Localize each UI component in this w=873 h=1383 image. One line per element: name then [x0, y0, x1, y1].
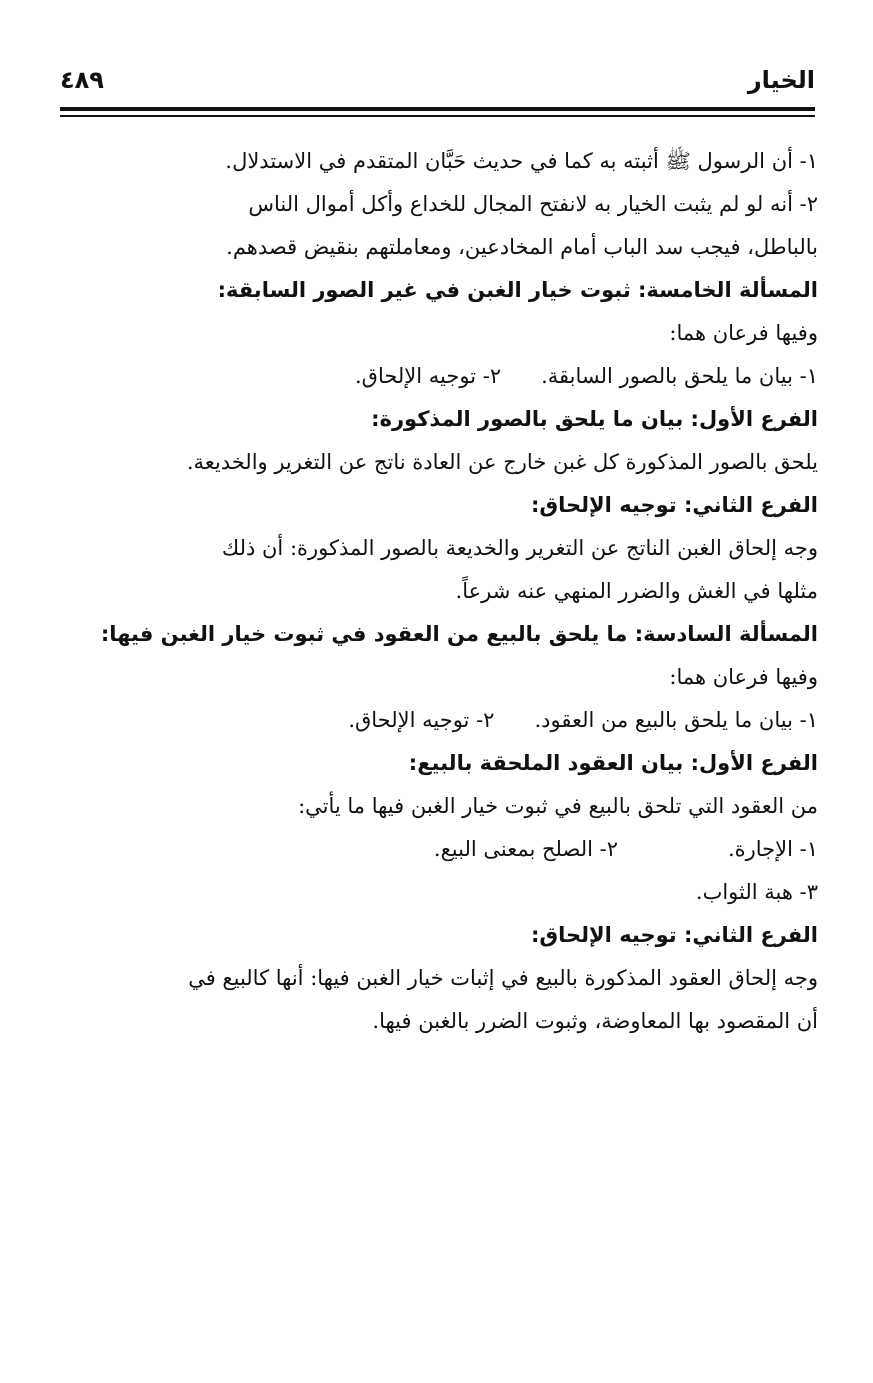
page-body	[70, 140, 818, 1043]
page-number: ٤٨٩	[60, 66, 104, 94]
list-row-1	[70, 355, 818, 398]
list-row-3	[70, 828, 818, 871]
paragraph-5: يلحق بالصور المذكورة كل غبن خارج عن العادة ناتج عن التغرير والخديعة.	[186, 450, 818, 474]
list-item: ١- بيان ما يلحق بالصور السابقة.	[541, 364, 818, 388]
heading-branch-1: الفرع الأول: بيان ما يلحق بالصور المذكورة:	[371, 407, 818, 431]
list-item: ٢- الصلح بمعنى البيع.	[433, 837, 618, 861]
list-item: ٢- توجيه الإلحاق.	[354, 364, 502, 388]
paragraph-12-line-2: أن المقصود بها المعاوضة، وثبوت الضرر بالغبن فيها.	[372, 1009, 818, 1033]
paragraph-1: ١- أن الرسول ﷺ أثبته به كما في حديث حَبَّان المتقدم في الاستدلال.	[225, 149, 818, 173]
paragraph-6-line-1: وجه إلحاق الغبن الناتج عن التغرير والخديعة بالصور المذكورة: أن ذلك	[221, 536, 818, 560]
header-rule-thin	[60, 115, 815, 117]
paragraph-2-line-2: بالباطل، فيجب سد الباب أمام المخادعين، ومعاملتهم بنقيض قصدهم.	[226, 235, 818, 259]
running-title: الخيار	[747, 66, 815, 94]
paragraph-9: من العقود التي تلحق بالبيع في ثبوت خيار الغبن فيها ما يأتي:	[298, 794, 818, 818]
heading-issue-5: المسألة الخامسة: ثبوت خيار الغبن في غير الصور السابقة:	[217, 278, 818, 302]
paragraph-7: وفيها فرعان هما:	[669, 665, 818, 689]
heading-branch-1b: الفرع الأول: بيان العقود الملحقة بالبيع:	[408, 751, 818, 775]
paragraph-6-line-2: مثلها في الغش والضرر المنهي عنه شرعاً.	[455, 579, 818, 603]
paragraph-3: وفيها فرعان هما:	[669, 321, 818, 345]
page-header	[60, 66, 815, 106]
paragraph-2-line-1: ٢- أنه لو لم يثبت الخيار به لانفتح المجال للخداع وأكل أموال الناس	[248, 192, 818, 216]
heading-branch-2: الفرع الثاني: توجيه الإلحاق:	[530, 493, 818, 517]
heading-issue-6: المسألة السادسة: ما يلحق بالبيع من العقود في ثبوت خيار الغبن فيها:	[100, 622, 818, 646]
list-item: ١- الإجارة.	[727, 837, 818, 861]
heading-branch-2b: الفرع الثاني: توجيه الإلحاق:	[530, 923, 818, 947]
header-rule-thick	[60, 107, 815, 111]
list-item: ١- بيان ما يلحق بالبيع من العقود.	[534, 708, 818, 732]
list-item: ٢- توجيه الإلحاق.	[348, 708, 495, 732]
list-row-2	[70, 699, 818, 742]
paragraph-12-line-1: وجه إلحاق العقود المذكورة بالبيع في إثبات خيار الغبن فيها: أنها كالبيع في	[188, 966, 818, 990]
list-item: ٣- هبة الثواب.	[695, 880, 818, 904]
